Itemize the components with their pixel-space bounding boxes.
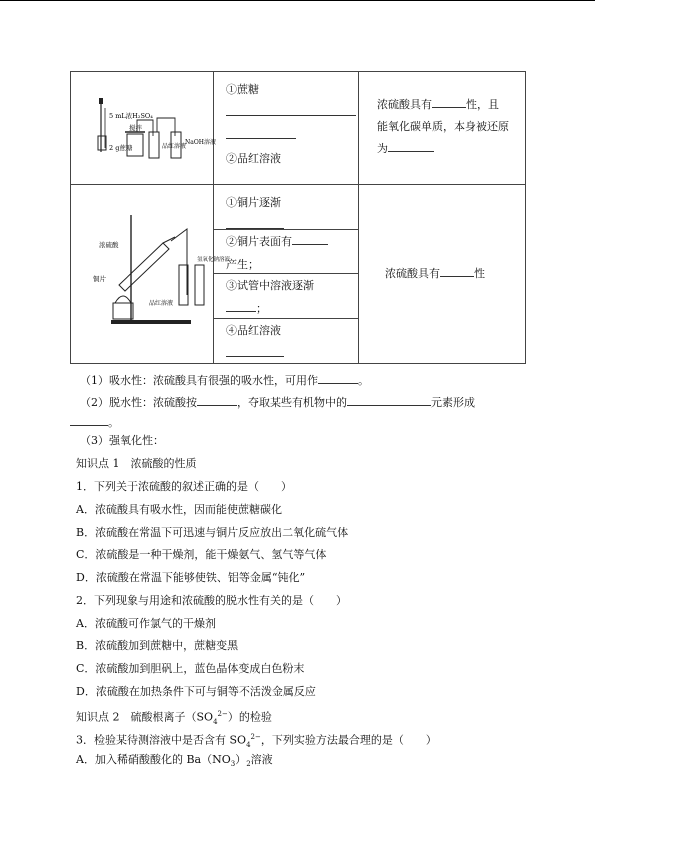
line-oxidize: （3）强氧化性： [80,434,164,447]
step-pinred: ②品红溶液 [226,152,281,165]
step-copper-1-block [214,185,358,230]
conclusion-cell-copper [359,185,526,364]
blank-conclusion-3 [440,264,474,277]
step-copper-1: ①铜片逐渐 [226,196,281,209]
step-copper-4-block [214,319,358,363]
kp2-text-b: ）的检验 [227,710,272,724]
table-row [71,72,526,185]
question-1-option-b: B．浓硫酸在常温下可迅速与铜片反应放出二氧化硫气体 [76,526,349,539]
conclusion-text-a: 浓硫酸具有 [377,98,432,111]
sugar-dehydration-apparatus [71,72,214,184]
dehydrate-end: 。 [108,416,119,429]
label-conc-acid: 浓硫酸 [99,241,119,249]
line-dehydrate [80,393,675,409]
label-naoh-2: 氢氧化钠溶液 [197,257,231,263]
conclusion-copper-b: 性 [474,267,485,280]
step-copper-2-b: 产生； [226,258,259,271]
blank-copper-4 [226,344,284,357]
step-sugar: ①蔗糖 [226,83,259,96]
blank-dehydrate-1 [197,393,237,406]
label-acid: 5 mL浓H₂SO₄ [109,112,153,120]
blank-dehydrate-3 [70,413,108,426]
q3-sub: 4 [246,740,251,749]
conclusion-copper-a: 浓硫酸具有 [385,267,440,280]
label-sugar: 2 g蔗糖 [109,144,133,152]
line-absorb [80,371,675,387]
step-copper-3-a: ③试管中溶液逐渐 [226,279,314,292]
conclusion-cell-sugar [359,72,526,185]
q3-sup: 2− [250,733,261,741]
line-dehydrate-cont [70,413,665,429]
label-stir: 搅拌 [129,124,142,132]
step-copper-3-b: ； [256,302,267,315]
question-1: 1．下列关于浓硫酸的叙述正确的是（ ） [76,480,292,493]
knowledge-point-1: 知识点 1 浓硫酸的性质 [76,457,197,470]
blank-sugar-1 [226,103,356,116]
blank-dehydrate-2 [347,393,431,406]
q3-text-a: 3．检验某待测溶液中是否含有 SO [76,733,247,747]
question-1-option-a: A．浓硫酸具有吸水性，因而能使蔗糖碳化 [76,503,282,516]
q3a-text-c: 溶液 [250,753,273,766]
blank-conclusion-1 [432,95,466,108]
step-copper-3-block [214,274,358,319]
kp2-text-a: 知识点 2 硫酸根离子（SO [76,710,214,724]
question-1-option-c: C．浓硫酸是一种干燥剂，能干燥氨气、氢气等气体 [76,548,327,561]
dehydrate-text-c: 元素形成 [431,396,475,409]
step-copper-4: ④品红溶液 [226,324,281,337]
header-rule [0,0,595,1]
step-copper-2-block [214,230,358,274]
observation-cell-sugar [214,72,359,185]
dehydrate-text-a: （2）脱水性：浓硫酸按 [80,396,197,409]
blank-copper-2 [292,232,328,245]
q3a-text-a: A．加入稀硝酸酸化的 Ba（NO [76,753,231,766]
experiment-table [70,71,526,364]
conclusion-text-c: 能氧化碳单质，本身被还原 [377,120,509,133]
blank-absorb [318,371,358,384]
question-2-option-b: B．浓硫酸加到蔗糖中，蔗糖变黑 [76,639,239,652]
question-2: 2．下列现象与用途和浓硫酸的脱水性有关的是（ ） [76,594,347,607]
table-row [71,185,526,364]
question-1-option-d: D．浓硫酸在常温下能够使铁、铝等金属“钝化” [76,571,306,584]
observation-cell-copper [214,185,359,364]
absorb-text: （1）吸水性：浓硫酸具有很强的吸水性，可用作 [80,374,318,387]
blank-conclusion-2 [388,139,434,152]
q3a-sub2: 2 [246,760,251,769]
blank-copper-1 [226,216,284,229]
copper-reaction-apparatus [71,185,231,363]
q3a-text-b: ） [235,753,247,766]
step-copper-2-a: ②铜片表面有 [226,235,292,248]
question-2-option-a: A．浓硫酸可作氯气的干燥剂 [76,617,216,630]
knowledge-point-2 [76,708,671,728]
blank-sugar-2 [226,126,296,139]
dehydrate-text-b: ，夺取某些有机物中的 [237,396,347,409]
question-2-option-d: D．浓硫酸在加热条件下可与铜等不活泼金属反应 [76,685,316,698]
absorb-end: 。 [358,374,369,387]
question-3-option-a [76,754,671,770]
apparatus-cell-copper [71,185,231,364]
conclusion-text-d: 为 [377,142,388,155]
label-naoh: NaOH溶液 [185,139,216,146]
question-2-option-c: C．浓硫酸加到胆矾上，蓝色晶体变成白色粉末 [76,662,305,675]
blank-copper-3 [226,299,256,312]
label-copper: 铜片 [93,275,106,283]
question-3 [76,731,671,751]
q3a-sub: 3 [230,760,236,769]
apparatus-cell-sugar [71,72,214,185]
label-pinred-2: 品红溶液 [149,300,174,307]
label-pinred: 品红溶液 [162,143,187,150]
q3-text-b: ，下列实验方法最合理的是（ ） [260,733,437,747]
kp2-sup: 2− [217,710,228,718]
conclusion-text-b: 性，且 [466,98,499,111]
kp2-sub: 4 [213,717,218,726]
